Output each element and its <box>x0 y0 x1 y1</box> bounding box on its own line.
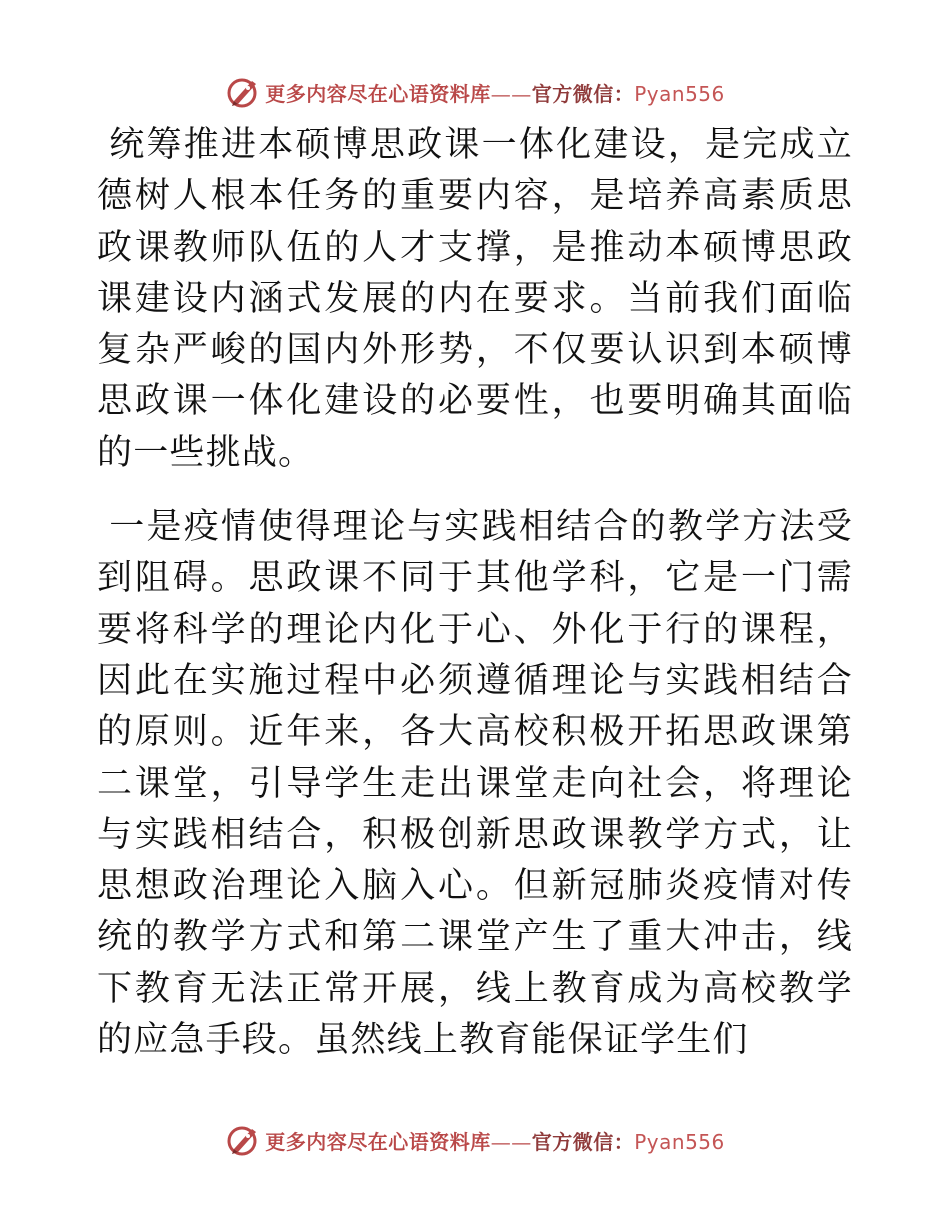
document-body <box>97 120 853 1066</box>
pen-logo-icon <box>225 1122 261 1158</box>
pen-logo-icon <box>225 74 261 110</box>
watermark-official: 官方微信： <box>531 81 635 106</box>
watermark-wechat-id: Pyan556 <box>634 1129 725 1154</box>
footer-watermark <box>0 1118 950 1162</box>
watermark-text <box>265 1126 725 1155</box>
watermark-dash: —— <box>490 1129 532 1154</box>
watermark-site: 更多内容尽在心语资料库 <box>265 1129 491 1154</box>
watermark-site: 更多内容尽在心语资料库 <box>265 81 491 106</box>
watermark-text <box>265 78 725 107</box>
watermark-wechat-id: Pyan556 <box>634 81 725 106</box>
paragraph-challenge-one: 一是疫情使得理论与实践相结合的教学方法受到阻碍。思政课不同于其他学科，它是一门需要将科学的理论内化于心、外化于行的课程，因此在实施过程中必须遵循理论与实践相结合的原则。近年来，各大高校积极开拓思政课第二课堂，引导学生走出课堂走向社会，将理论与实践相结合，积极创新思政课教学方式，让思想政治理论入脑入心。但新冠肺炎疫情对传统的教学方式和第二课堂产生了重大冲击，线下教育无法正常开展，线上教育成为高校教学的应急手段。虽然线上教育能保证学生们 <box>97 507 853 1061</box>
header-watermark <box>0 70 950 114</box>
watermark-official: 官方微信： <box>531 1129 635 1154</box>
watermark-dash: —— <box>490 81 532 106</box>
paragraph-intro: 统筹推进本硕博思政课一体化建设，是完成立德树人根本任务的重要内容，是培养高素质思政课教师队伍的人才支撑，是推动本硕博思政课建设内涵式发展的内在要求。当前我们面临复杂严峻的国内外形势，不仅要认识到本硕博思政课一体化建设的必要性，也要明确其面临的一些挑战。 <box>97 125 853 473</box>
